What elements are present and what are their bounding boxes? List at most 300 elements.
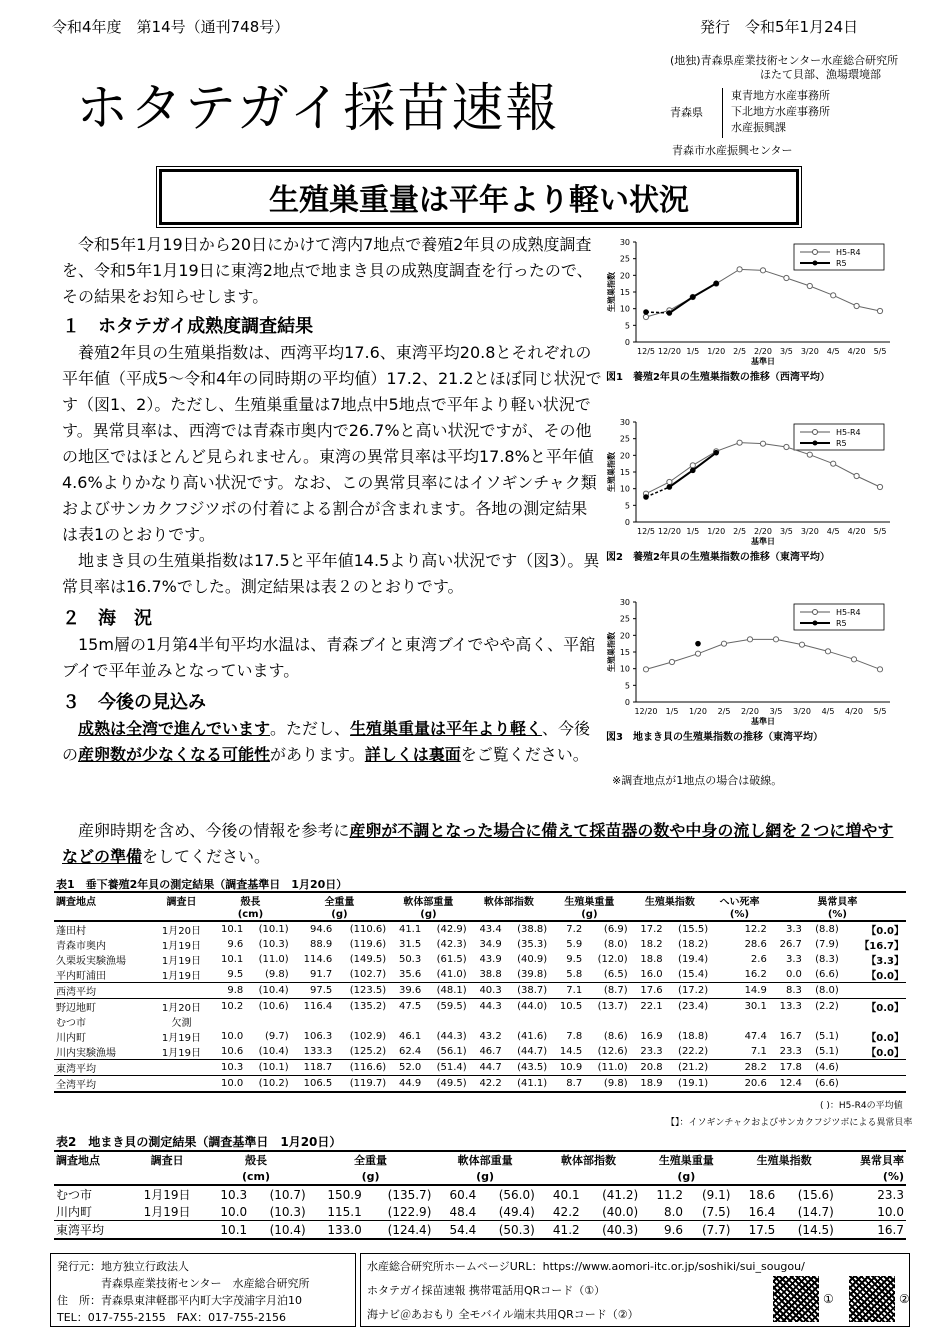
headline-box <box>159 169 799 225</box>
org-name-2: ほたて貝部、漁場環境部 <box>760 68 881 81</box>
y-tick-label: 20 <box>619 451 630 461</box>
th-abnormal: 異常貝率 <box>860 1154 904 1167</box>
point-normal <box>877 667 882 672</box>
point-current <box>713 281 719 287</box>
issue-date: 発行 令和5年1月24日 <box>700 18 859 36</box>
table-cell: 17.8 <box>779 1062 802 1073</box>
y-tick-label: 25 <box>619 614 630 624</box>
table-cell: 28.2 <box>744 1062 767 1073</box>
table-cell: (10.1) <box>258 924 289 935</box>
table-cell: (38.8) <box>517 924 548 935</box>
table-cell: (56.1) <box>436 1046 467 1057</box>
table-cell: (10.4) <box>269 1222 306 1237</box>
table-cell: (9.1) <box>701 1187 731 1202</box>
table-cell: 10.3 <box>220 1187 248 1202</box>
table-cell: (10.6) <box>258 1001 289 1012</box>
x-tick-label: 2/5 <box>733 527 747 536</box>
table-cell: 16.4 <box>748 1204 776 1219</box>
th-date: 調査日 <box>166 897 197 908</box>
unit: (%) <box>827 908 847 920</box>
table-cell: (5.1) <box>815 1046 839 1057</box>
y-tick-label: 5 <box>624 321 630 331</box>
table-cell: 5.8 <box>566 969 583 980</box>
legend-marker-current <box>813 621 818 626</box>
x-tick-label: 4/20 <box>845 707 863 716</box>
table-cell: 野辺地町 <box>56 1003 96 1014</box>
unit: (cm) <box>241 1169 270 1183</box>
x-tick-label: 1/20 <box>707 347 726 356</box>
x-tick-label: 4/20 <box>847 347 866 356</box>
table-cell: 7.1 <box>566 985 583 996</box>
table-cell: (18.8) <box>678 1031 709 1042</box>
table-cell: (119.6) <box>349 939 387 950</box>
point-normal <box>760 441 765 446</box>
unit: (%) <box>882 1169 904 1183</box>
table-cell: (10.3) <box>258 939 289 950</box>
table-cell: 150.9 <box>327 1187 362 1202</box>
table-cell: (44.3) <box>436 1031 467 1042</box>
table-cell: 10.5 <box>559 1001 583 1012</box>
x-tick-label: 1/5 <box>686 527 700 536</box>
y-tick-label: 5 <box>624 501 630 511</box>
table-cell: 44.3 <box>479 1001 502 1012</box>
y-tick-label: 20 <box>619 271 630 281</box>
table-cell: (40.3) <box>602 1222 639 1237</box>
table-cell <box>423 1014 468 1029</box>
table-cell: (19.4) <box>678 954 709 965</box>
table-cell: 16.2 <box>744 969 767 980</box>
table-row <box>54 1014 906 1029</box>
table-cell: 91.7 <box>309 969 333 980</box>
point-current <box>667 310 673 316</box>
table-cell: 7.1 <box>750 1046 767 1057</box>
section-3-heading: ３ 今後の見込み <box>62 692 206 713</box>
table-cell: 17.2 <box>640 924 663 935</box>
table-cell: 10.3 <box>220 1062 244 1073</box>
office-2: 下北地方水産事務所 <box>731 105 830 118</box>
table-row <box>54 1185 906 1203</box>
table-cell: (119.7) <box>349 1078 387 1089</box>
table-cell: 20.6 <box>744 1078 767 1089</box>
table-cell: 106.3 <box>303 1031 333 1042</box>
x-tick-label: 2/20 <box>741 707 759 716</box>
x-tick-label: 12/20 <box>634 707 658 716</box>
body-text <box>62 232 602 768</box>
legend-label: H5-R4 <box>836 428 861 437</box>
qr-code-1-icon[interactable] <box>773 1276 819 1322</box>
table-cell: 14.5 <box>559 1046 583 1057</box>
table-cell: 川内町 <box>56 1033 86 1044</box>
table-cell: (43.5) <box>517 1062 548 1073</box>
point-normal <box>831 461 836 466</box>
org-name-1: (地独)青森県産業技術センター水産総合研究所 <box>670 54 899 67</box>
pref-label: 青森県 <box>670 106 703 119</box>
table-row <box>54 1029 906 1044</box>
table-cell: 118.7 <box>303 1062 333 1073</box>
table-cell: 50.3 <box>398 954 422 965</box>
table-cell: 30.1 <box>744 1001 767 1012</box>
table-cell: 9.6 <box>663 1222 684 1237</box>
legend-label: H5-R4 <box>836 248 861 257</box>
th-soft: 軟体部重量 <box>457 1154 513 1167</box>
table-cell: 18.8 <box>640 954 663 965</box>
unit: (cm) <box>237 908 264 920</box>
table-cell: 青森市奥内 <box>56 941 106 952</box>
point-normal <box>643 667 648 672</box>
point-normal <box>877 484 882 489</box>
table-cell: むつ市 <box>56 1018 86 1029</box>
table-cell: 26.7 <box>779 939 802 950</box>
y-tick-label: 25 <box>619 434 630 444</box>
x-tick-label: 2/20 <box>754 527 772 536</box>
table-cell: 97.5 <box>309 985 333 996</box>
table-cell: 久栗坂実験漁場 <box>56 956 126 967</box>
table-cell: (102.7) <box>349 969 387 980</box>
qr-label-1: ホタテガイ採苗速報 携帯電話用QRコード（①） <box>367 1284 606 1297</box>
x-tick-label: 4/5 <box>826 347 840 356</box>
table-cell: (15.6) <box>797 1187 834 1202</box>
table-cell: 1月19日 <box>161 1048 201 1059</box>
table-cell: (8.3) <box>815 954 839 965</box>
table-cell: 48.4 <box>449 1204 477 1219</box>
section-3-paragraph-1 <box>62 716 602 768</box>
table-row <box>54 937 906 952</box>
table-cell: (10.4) <box>258 1046 289 1057</box>
series-line-current-dashed <box>646 312 669 313</box>
y-tick-label: 0 <box>624 518 630 527</box>
table-cell: 60.4 <box>449 1187 477 1202</box>
table-cell <box>153 1060 210 1076</box>
table-cell: 9.6 <box>227 939 244 950</box>
table-cell: (8.6) <box>603 1031 628 1042</box>
table-cell: 38.8 <box>479 969 502 980</box>
x-tick-label: 1/20 <box>707 527 726 536</box>
table-cell: (10.3) <box>269 1204 306 1219</box>
newsletter-title: ホタテガイ採苗速報 <box>76 79 560 139</box>
table-cell: 7.8 <box>566 1031 583 1042</box>
table1-unit-row <box>54 908 906 921</box>
th-shell: 殻長 <box>240 897 261 908</box>
x-axis-label: 基準日 <box>751 717 775 726</box>
table-cell: 46.7 <box>479 1046 502 1057</box>
table-cell: 【3.3】 <box>866 956 904 967</box>
table-cell: (6.6) <box>815 1078 839 1089</box>
table-cell: 22.1 <box>640 1001 663 1012</box>
org-name-3: 青森市水産振興センター <box>672 144 793 157</box>
table-cell: (42.9) <box>436 924 467 935</box>
table1-note-1: ( )：H5-R4の平均値 <box>820 1101 903 1111</box>
table-cell: 10.6 <box>220 1046 244 1057</box>
point-normal <box>690 463 695 468</box>
point-current <box>695 641 701 647</box>
table-cell: 17.6 <box>640 985 663 996</box>
x-axis-label: 基準日 <box>751 537 775 546</box>
point-normal <box>643 314 648 319</box>
x-tick-label: 3/5 <box>779 527 793 536</box>
x-tick-label: 12/20 <box>657 527 681 536</box>
table-cell: (42.3) <box>436 939 467 950</box>
table-cell: 23.3 <box>779 1046 802 1057</box>
table-cell <box>549 1014 584 1029</box>
table-cell: 43.4 <box>479 924 502 935</box>
table-row <box>54 967 906 983</box>
table-cell: (4.6) <box>815 1062 839 1073</box>
table-cell: 8.7 <box>566 1078 583 1089</box>
text-run: 。ただし、 <box>270 719 351 738</box>
table-cell: 39.6 <box>398 985 422 996</box>
table-cell: 10.1 <box>220 1222 248 1237</box>
table-cell: 41.2 <box>552 1222 580 1237</box>
table-cell: 全湾平均 <box>56 1080 96 1091</box>
table-cell: (9.8) <box>264 969 289 980</box>
table-cell: 35.6 <box>398 969 422 980</box>
table-cell <box>334 1014 388 1029</box>
table-cell <box>665 1014 710 1029</box>
x-tick-label: 2/20 <box>754 347 772 356</box>
section-1-paragraph-2: 地まき貝の生殖巣指数は17.5と平年値14.5より高い状況です（図3）。異常貝率は16.7%でした。測定結果は表２のとおりです。 <box>62 551 600 596</box>
table-cell: (116.6) <box>349 1062 387 1073</box>
point-normal <box>799 642 804 647</box>
emph-preparation: 産卵が不調となった場合に備えて採苗器の数や中身の流し網を２つに増やすなどの準備 <box>62 821 894 866</box>
unit: (g) <box>420 908 437 920</box>
point-normal <box>773 637 778 642</box>
table-cell: 1月19日 <box>161 941 201 952</box>
x-tick-label: 12/5 <box>637 527 655 536</box>
table-cell: 川内町 <box>56 1205 93 1219</box>
table-cell <box>153 1076 210 1093</box>
table-cell: (7.7) <box>701 1222 731 1237</box>
text-run: があります。 <box>270 745 365 764</box>
table-cell: 114.6 <box>303 954 333 965</box>
table-cell: 12.2 <box>744 924 767 935</box>
emph-gonad-weight: 生殖巣重量は平年より軽く <box>350 719 543 738</box>
table-cell: (6.5) <box>603 969 628 980</box>
unit: (%) <box>729 908 750 920</box>
table-cell: (21.2) <box>678 1062 709 1073</box>
th-gonad: 生殖巣重量 <box>564 897 615 908</box>
table-cell: (8.8) <box>815 924 839 935</box>
table-cell: (49.5) <box>436 1078 467 1089</box>
table-cell: 11.2 <box>656 1187 684 1202</box>
table-cell: (5.1) <box>815 1031 839 1042</box>
table-row <box>54 1060 906 1076</box>
table-cell: 47.4 <box>744 1031 767 1042</box>
table-cell: むつ市 <box>56 1188 93 1202</box>
qr-marker-2: ② <box>899 1292 910 1306</box>
table-cell: (41.6) <box>517 1031 548 1042</box>
x-tick-label: 3/20 <box>793 707 811 716</box>
qr-label-2: 海ナビ＠あおもり 全モバイル端末共用QRコード（②） <box>367 1308 639 1321</box>
issue-number: 令和4年度 第14号（通刊748号） <box>52 18 290 36</box>
legend-marker-current <box>813 261 818 266</box>
table-cell: 1月20日 <box>161 1003 201 1014</box>
table-cell <box>469 1014 504 1029</box>
table-cell: (125.2) <box>349 1046 387 1057</box>
table-cell: 1月19日 <box>143 1188 191 1202</box>
table-cell: 7.2 <box>566 924 583 935</box>
table-cell: 106.5 <box>303 1078 333 1089</box>
table-cell: 94.6 <box>309 924 333 935</box>
publisher-address: 住 所：青森県東津軽郡平内町大字茂浦字月泊10 <box>57 1294 302 1307</box>
x-tick-label: 1/20 <box>689 707 707 716</box>
table-row <box>54 921 906 937</box>
table-cell: 42.2 <box>552 1204 580 1219</box>
point-normal <box>737 267 742 272</box>
point-normal <box>854 473 859 478</box>
table-cell: (14.5) <box>797 1222 834 1237</box>
point-normal <box>877 308 882 313</box>
table-cell: (8.7) <box>603 985 628 996</box>
office-3: 水産振興課 <box>731 121 786 134</box>
table-cell: (110.6) <box>349 924 387 935</box>
table-cell: (50.3) <box>498 1222 535 1237</box>
unit: (g) <box>677 1169 696 1183</box>
table-cell: 8.3 <box>785 985 802 996</box>
table-cell: 23.3 <box>877 1187 904 1202</box>
table-cell: 0.0 <box>785 969 802 980</box>
table-cell: 52.0 <box>398 1062 422 1073</box>
y-tick-label: 15 <box>619 648 630 657</box>
table-cell: 3.3 <box>785 924 802 935</box>
x-tick-label: 3/20 <box>800 347 819 356</box>
table-cell: 10.0 <box>877 1204 904 1219</box>
intro-paragraph: 令和5年1月19日から20日にかけて湾内7地点で養殖2年貝の成熟度調査を、令和5年1月19日に東湾2地点で地まき貝の成熟度調査を行ったので、その結果をお知らせします。 <box>62 235 593 306</box>
y-tick-label: 15 <box>619 468 630 477</box>
table-cell: 東湾平均 <box>56 1223 105 1237</box>
table-cell: 9.8 <box>227 985 244 996</box>
table-cell: 62.4 <box>398 1046 422 1057</box>
table-cell: 3.3 <box>785 954 802 965</box>
table-cell: (18.2) <box>678 939 709 950</box>
point-current <box>643 494 649 500</box>
table-cell: 【0.0】 <box>866 1003 904 1014</box>
table-cell: 34.9 <box>479 939 502 950</box>
table-cell: (15.4) <box>678 969 709 980</box>
y-tick-label: 0 <box>624 338 630 347</box>
table-cell: 46.1 <box>398 1031 422 1042</box>
table-cell: 18.9 <box>640 1078 663 1089</box>
point-normal <box>784 444 789 449</box>
point-normal <box>807 283 812 288</box>
point-normal <box>747 637 752 642</box>
table-cell: (44.7) <box>517 1046 548 1057</box>
table-cell: (48.1) <box>436 985 467 996</box>
table-cell: (9.8) <box>603 1078 628 1089</box>
table-cell: 88.9 <box>309 939 333 950</box>
qr-marker-1: ① <box>823 1292 834 1306</box>
table-cell: 12.4 <box>779 1078 802 1089</box>
table-cell: (6.9) <box>603 924 628 935</box>
table-cell <box>130 1221 204 1240</box>
legend-marker-normal <box>813 610 818 615</box>
table-cell: 14.9 <box>744 985 767 996</box>
series-line-normal <box>646 269 880 317</box>
table-cell: (35.3) <box>517 939 548 950</box>
y-axis-label: 生殖巣指数 <box>607 632 616 672</box>
th-total: 全重量 <box>354 1154 388 1167</box>
table-cell <box>584 1014 629 1029</box>
point-current <box>690 468 696 474</box>
publisher-contact: TEL：017-755-2155 FAX：017-755-2156 <box>57 1311 287 1324</box>
qr-code-2-icon[interactable] <box>849 1276 895 1322</box>
table-cell: (6.6) <box>815 969 839 980</box>
table1-header-row <box>54 892 906 908</box>
homepage-url[interactable]: 水産総合研究所ホームページURL：https://www.aomori-itc.or.jp/soshiki/sui_sougou/ <box>367 1260 805 1273</box>
x-axis-label: 基準日 <box>751 357 775 366</box>
legend-label: R5 <box>836 439 847 448</box>
table-cell: (41.2) <box>602 1187 639 1202</box>
table-cell: 欠測 <box>171 1018 192 1029</box>
table-cell: 10.0 <box>220 1204 248 1219</box>
text-run: をご覧ください。 <box>460 745 589 764</box>
table-cell: 西湾平均 <box>56 987 96 998</box>
table-cell: 10.0 <box>220 1078 244 1089</box>
table-cell: (39.8) <box>517 969 548 980</box>
maturity-charts <box>600 232 900 792</box>
x-tick-label: 1/5 <box>665 707 679 716</box>
x-tick-label: 3/5 <box>769 707 783 716</box>
y-tick-label: 30 <box>619 418 630 427</box>
table-cell: (15.5) <box>678 924 709 935</box>
table-cell: 41.1 <box>398 924 422 935</box>
point-normal <box>807 452 812 457</box>
x-tick-label: 5/5 <box>873 527 887 536</box>
table-cell: (40.9) <box>517 954 548 965</box>
table-row <box>54 1221 906 1240</box>
table-cell: 東湾平均 <box>56 1064 96 1075</box>
th-gonad: 生殖巣重量 <box>658 1154 714 1167</box>
x-tick-label: 12/20 <box>657 347 681 356</box>
table-cell <box>153 983 210 999</box>
text-run: 、今後の <box>62 719 591 764</box>
table-cell: (102.9) <box>349 1031 387 1042</box>
office-list <box>722 88 830 138</box>
table-cell <box>504 1014 549 1029</box>
table-cell: (40.0) <box>602 1204 639 1219</box>
table-cell: (38.7) <box>517 985 548 996</box>
chart-title: 図2 養殖2年貝の生殖巣指数の推移（東湾平均） <box>606 552 830 563</box>
table-cell: (11.0) <box>597 1062 628 1073</box>
table-cell: (135.2) <box>349 1001 387 1012</box>
table-cell <box>841 983 906 999</box>
footer-links <box>360 1253 910 1327</box>
table-cell: 【0.0】 <box>866 971 904 982</box>
table-cell: 10.1 <box>220 924 244 935</box>
point-current <box>690 294 696 300</box>
table-cell <box>841 1076 906 1093</box>
x-tick-label: 12/5 <box>637 347 655 356</box>
table-cell: (12.0) <box>597 954 628 965</box>
x-tick-label: 4/20 <box>847 527 866 536</box>
table-cell: 1月19日 <box>161 971 201 982</box>
legend-marker-normal <box>813 430 818 435</box>
table-cell <box>630 1014 665 1029</box>
table-cell: 10.0 <box>220 1031 244 1042</box>
table-cell: 【0.0】 <box>866 926 904 937</box>
point-normal <box>721 641 726 646</box>
series-line-normal <box>646 639 880 669</box>
chart-note: ※調査地点が1地点の場合は破線。 <box>612 774 783 787</box>
point-normal <box>760 268 765 273</box>
table-cell <box>245 1014 290 1029</box>
table-cell: 43.9 <box>479 954 502 965</box>
chart-title: 図3 地まき貝の生殖巣指数の推移（東湾平均） <box>606 732 823 743</box>
table-cell: (9.7) <box>264 1031 289 1042</box>
publisher-line-1: 発行元：地方独立行政法人 <box>57 1260 189 1273</box>
unit: (g) <box>331 908 348 920</box>
th-mortality: へい死率 <box>719 897 760 908</box>
table-cell <box>841 1060 906 1076</box>
